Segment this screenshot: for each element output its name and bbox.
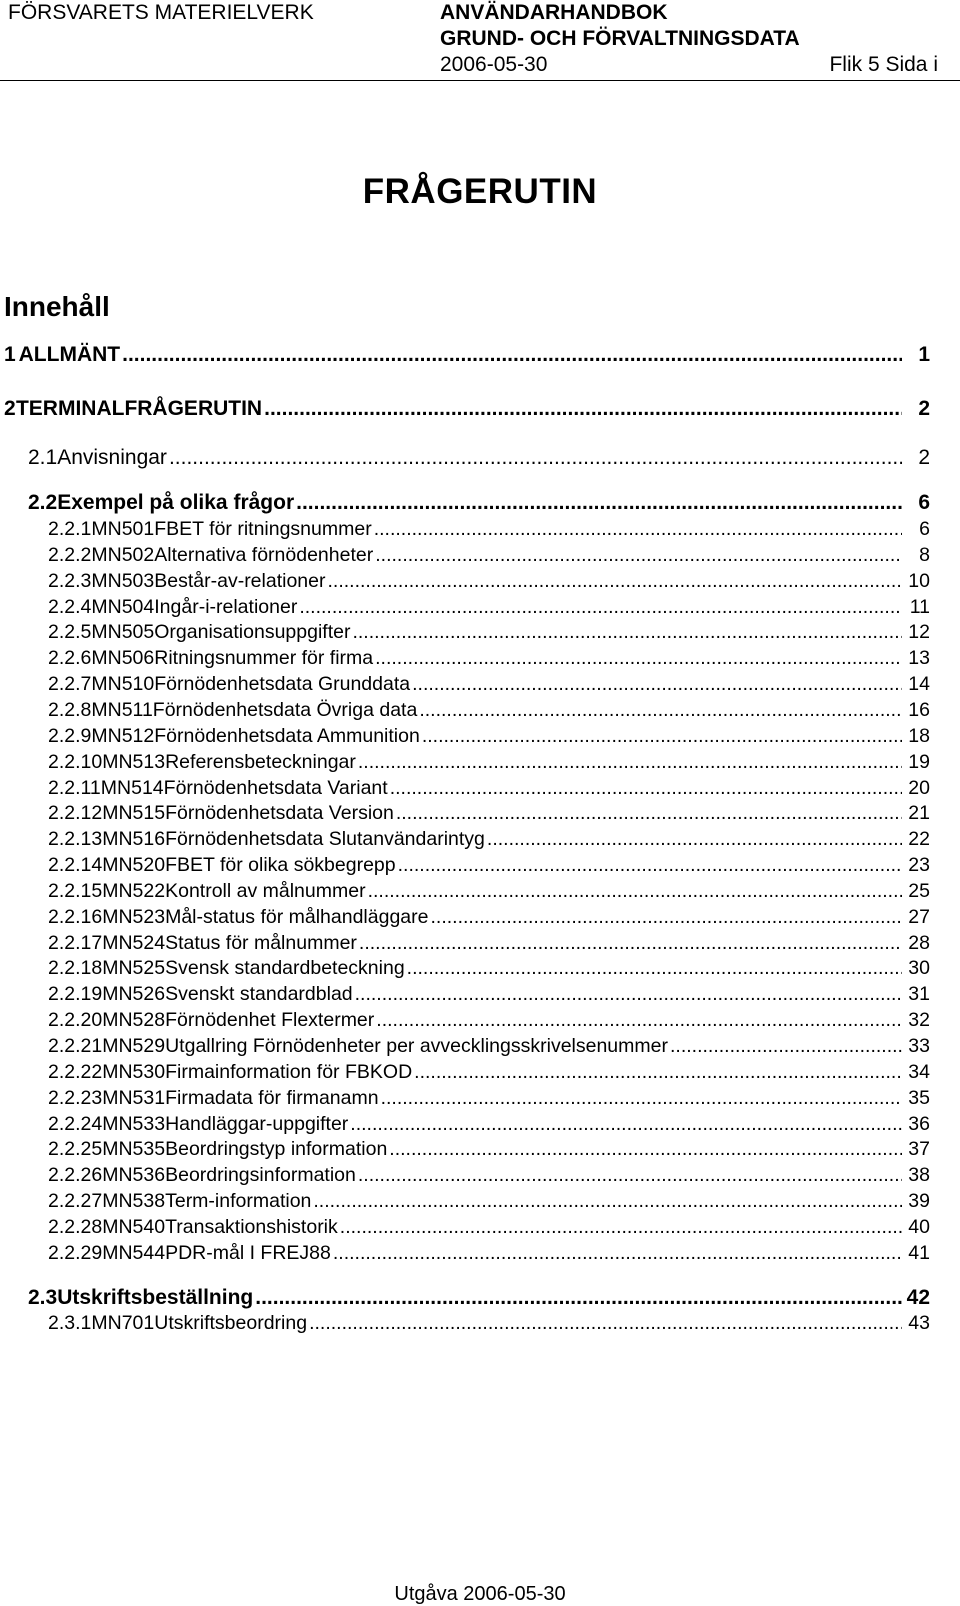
toc-leader: [358, 751, 902, 774]
toc-text: Består-av-relationer: [154, 569, 326, 592]
toc-leader: [327, 570, 902, 593]
toc-code: MN520: [102, 854, 166, 877]
page-footer: Utgåva 2006-05-30: [394, 1583, 566, 1605]
toc-entry[interactable]: [48, 1216, 930, 1239]
header-doc-subtitle: GRUND- OCH FÖRVALTNINGSDATA: [440, 27, 800, 50]
toc-entry[interactable]: [48, 932, 930, 955]
toc-page: 39: [908, 1190, 930, 1213]
toc-code: MN511: [91, 698, 153, 721]
toc-text: Mål-status för målhandläggare: [165, 905, 429, 928]
toc-leader: [396, 802, 902, 825]
toc-text: Förnödenhetsdata Grunddata: [154, 673, 411, 696]
toc-page: 34: [908, 1060, 930, 1083]
toc-leader: [122, 343, 902, 367]
toc-page: 31: [908, 983, 930, 1006]
toc-code: MN538: [102, 1190, 166, 1213]
toc-text: Ritningsnummer för firma: [154, 647, 374, 670]
toc-number: 2.2.27: [48, 1190, 103, 1213]
toc-text: PDR-mål I FREJ88: [165, 1241, 331, 1264]
toc-code: MN510: [91, 673, 155, 696]
toc-number: 2.2: [28, 491, 58, 514]
toc-page: 2: [918, 397, 930, 420]
toc-leader: [350, 1113, 902, 1136]
toc-text: Svensk standardbeteckning: [165, 957, 405, 980]
toc-leader: [381, 1087, 902, 1110]
toc-leader: [169, 446, 902, 470]
toc-page: 20: [908, 776, 930, 799]
toc-page: 36: [908, 1112, 930, 1135]
toc-leader: [333, 1242, 902, 1265]
toc-entry[interactable]: [48, 777, 930, 800]
toc-leader: [430, 906, 902, 929]
toc-code: MN525: [102, 957, 166, 980]
toc-text: TERMINALFRÅGERUTIN: [15, 397, 263, 420]
toc-page: 2: [918, 446, 930, 469]
toc-entry[interactable]: [48, 1138, 930, 1161]
toc-number: 2.2.10: [48, 750, 103, 773]
toc-entry[interactable]: [48, 1164, 930, 1187]
toc-code: MN529: [102, 1035, 166, 1057]
toc-entry[interactable]: [48, 1009, 930, 1032]
toc-entry-1[interactable]: [4, 343, 930, 367]
toc-entry[interactable]: [48, 1061, 930, 1084]
toc-entry[interactable]: [48, 699, 930, 722]
page-title: FRÅGERUTIN: [362, 172, 598, 211]
toc-code: MN530: [102, 1060, 166, 1083]
toc-leader: [368, 880, 902, 903]
toc-number: 2.2.16: [48, 905, 103, 928]
toc-text: Förnödenhetsdata Slutanvändarintyg: [165, 828, 485, 851]
toc-text: ALLMÄNT: [18, 343, 121, 366]
toc-number: 2.2.25: [48, 1138, 103, 1161]
toc-number: 2.3: [28, 1286, 58, 1309]
toc-code: MN513: [102, 750, 166, 773]
toc-text: Förnödenhetsdata Ammunition: [154, 724, 420, 747]
toc-code: MN540: [102, 1215, 166, 1238]
toc-leader: [412, 673, 902, 696]
toc-entry[interactable]: [48, 751, 930, 774]
toc-text: Status för målnummer: [165, 931, 357, 954]
toc-page: 33: [908, 1035, 930, 1057]
toc-number: 2.2.8: [48, 698, 92, 721]
toc-entry[interactable]: [48, 1113, 930, 1136]
toc-number: 2.2.7: [48, 673, 92, 696]
toc-number: 2.2.19: [48, 983, 103, 1006]
toc-code: MN505: [91, 621, 155, 644]
toc-leader: [359, 932, 902, 955]
toc-leader: [313, 1190, 902, 1213]
toc-entry[interactable]: [48, 673, 930, 696]
toc-code: MN528: [102, 1009, 166, 1032]
header-org: FÖRSVARETS MATERIELVERK: [8, 1, 314, 24]
toc-code: MN524: [102, 931, 166, 954]
header-doc-title: ANVÄNDARHANDBOK: [440, 1, 668, 24]
toc-code: MN503: [91, 569, 155, 592]
toc-text: Förnödenhet Flextermer: [165, 1009, 375, 1032]
toc-leader: [375, 647, 902, 670]
toc-number: 2.2.5: [48, 621, 92, 644]
toc-text: Beordringsinformation: [165, 1164, 356, 1187]
toc-entry-2-3-1[interactable]: [48, 1312, 930, 1335]
toc-entry[interactable]: [48, 1035, 930, 1058]
toc-text: Förnödenhetsdata Version: [165, 802, 394, 825]
toc-leader: [296, 491, 902, 515]
toc-text: Firmadata för firmanamn: [165, 1086, 379, 1109]
toc-page: 22: [908, 828, 930, 851]
toc-page: 32: [908, 1009, 930, 1032]
toc-page: 10: [908, 569, 930, 592]
toc-page: 14: [908, 673, 930, 696]
toc-leader: [352, 621, 902, 644]
toc-number: 2: [4, 397, 16, 420]
toc-text: Kontroll av målnummer: [165, 879, 366, 902]
toc-entry[interactable]: [48, 880, 930, 903]
toc-entry[interactable]: [48, 518, 930, 541]
toc-text: Förnödenhetsdata Variant: [163, 776, 388, 799]
toc-text: Alternativa förnödenheter: [154, 543, 374, 566]
toc-entry-2-1[interactable]: [28, 446, 930, 470]
toc-page: 43: [908, 1312, 930, 1334]
toc-leader: [375, 544, 902, 567]
toc-entry[interactable]: [48, 596, 930, 619]
toc-number: 2.2.24: [48, 1112, 103, 1135]
toc-leader: [389, 1138, 902, 1161]
toc-code: MN515: [102, 802, 166, 825]
toc-entry[interactable]: [48, 544, 930, 567]
toc-entry[interactable]: [48, 802, 930, 825]
toc-number: 2.2.14: [48, 854, 103, 877]
toc-entry[interactable]: [48, 906, 930, 929]
toc-text: FBET för ritningsnummer: [154, 518, 372, 540]
toc-entry[interactable]: [48, 828, 930, 851]
toc-leader: [487, 828, 902, 851]
toc-entry[interactable]: [48, 725, 930, 748]
toc-text: Handläggar-uppgifter: [165, 1112, 349, 1135]
toc-page: 27: [908, 905, 930, 928]
toc-page: 1: [918, 343, 930, 366]
toc-code: MN512: [91, 724, 155, 747]
toc-page: 12: [908, 621, 930, 644]
toc-page: 11: [909, 595, 930, 618]
toc-page: 6: [919, 518, 930, 540]
toc-heading: Innehåll: [4, 291, 110, 322]
toc-entry[interactable]: [48, 621, 930, 644]
toc-page: 38: [908, 1164, 930, 1187]
toc-code: MN544: [102, 1241, 166, 1264]
toc-number: 2.2.20: [48, 1009, 103, 1032]
toc-code: MN516: [102, 828, 166, 851]
toc-leader: [355, 983, 902, 1006]
toc-text: Beordringstyp information: [165, 1138, 388, 1161]
toc-number: 1: [4, 343, 16, 366]
toc-leader: [340, 1216, 902, 1239]
toc-text: Transaktionshistorik: [165, 1215, 338, 1238]
toc-page: 8: [919, 543, 930, 566]
toc-code: MN522: [102, 879, 166, 902]
toc-number: 2.2.28: [48, 1215, 103, 1238]
toc-leader: [407, 957, 902, 980]
toc-code: MN523: [102, 905, 166, 928]
toc-code: MN501: [91, 518, 155, 540]
toc-number: 2.2.18: [48, 957, 103, 980]
toc-text: FBET för olika sökbegrepp: [165, 854, 396, 877]
toc-leader: [670, 1035, 902, 1058]
toc-text: Förnödenhetsdata Övriga data: [152, 698, 418, 721]
toc-leader: [358, 1164, 902, 1187]
toc-code: MN504: [91, 595, 155, 618]
toc-number: 2.2.23: [48, 1086, 103, 1109]
toc-number: 2.2.6: [48, 647, 92, 670]
toc-text: Svenskt standardblad: [165, 983, 353, 1006]
toc-text: Exempel på olika frågor: [57, 491, 295, 514]
toc-entry[interactable]: [48, 570, 930, 593]
toc-number: 2.2.11: [48, 776, 101, 799]
toc-number: 2.3.1: [48, 1312, 92, 1334]
toc-code: MN506: [91, 647, 155, 670]
toc-code: MN502: [91, 543, 155, 566]
toc-entry[interactable]: [48, 1087, 930, 1110]
toc-text: Firmainformation för FBKOD: [165, 1060, 413, 1083]
toc-leader: [309, 1312, 902, 1335]
toc-entry[interactable]: [48, 1242, 930, 1265]
toc-code: MN701: [91, 1312, 155, 1334]
toc-number: 2.2.15: [48, 879, 103, 902]
toc-leader: [374, 518, 902, 541]
toc-entry-2-3[interactable]: [28, 1286, 930, 1310]
toc-leader: [422, 725, 902, 748]
toc-page: 13: [908, 647, 930, 670]
toc-number: 2.2.21: [48, 1035, 103, 1057]
toc-text: Referensbeteckningar: [165, 750, 356, 773]
toc-entry[interactable]: [48, 957, 930, 980]
toc-entry-2-2[interactable]: [28, 491, 930, 515]
toc-page: 40: [908, 1215, 930, 1238]
toc-page: 19: [908, 750, 930, 773]
toc-text: Utskriftsbeställning: [57, 1286, 254, 1309]
toc-number: 2.2.17: [48, 931, 103, 954]
toc-number: 2.2.9: [48, 724, 92, 747]
toc-page: 35: [908, 1086, 930, 1109]
toc-number: 2.2.1: [48, 518, 92, 540]
toc-code: MN531: [102, 1086, 166, 1109]
toc-leader: [255, 1286, 902, 1310]
page-header: [0, 0, 960, 80]
toc-code: MN526: [102, 983, 166, 1006]
toc-code: MN535: [102, 1138, 166, 1161]
toc-page: 6: [918, 491, 930, 514]
toc-number: 2.2.3: [48, 569, 92, 592]
toc-number: 2.2.12: [48, 802, 103, 825]
toc-page: 28: [908, 931, 930, 954]
toc-page: 23: [908, 854, 930, 877]
toc-number: 2.2.26: [48, 1164, 103, 1187]
header-date: 2006-05-30: [440, 53, 548, 76]
toc-leader: [299, 596, 902, 619]
toc-number: 2.2.29: [48, 1241, 103, 1264]
toc-leader: [419, 699, 902, 722]
toc-entry-2[interactable]: [4, 397, 930, 421]
toc-leader: [376, 1009, 902, 1032]
toc-text: Ingår-i-relationer: [154, 595, 298, 618]
toc-page: 30: [908, 957, 930, 980]
header-divider: [0, 80, 960, 81]
toc-entry[interactable]: [48, 854, 930, 877]
toc-page: 18: [908, 724, 930, 747]
toc-number: 2.2.2: [48, 543, 92, 566]
toc-code: MN533: [102, 1112, 166, 1135]
toc-text: Term-information: [165, 1190, 312, 1213]
toc-text: Utgallring Förnödenheter per avvecklingsskrivelsenummer: [165, 1035, 668, 1057]
header-page-ref: Flik 5 Sida i: [829, 53, 938, 76]
toc-page: 41: [908, 1241, 930, 1264]
toc-entry[interactable]: [48, 647, 930, 670]
toc-number: 2.2.22: [48, 1060, 103, 1083]
toc-text: Organisationsuppgifter: [154, 621, 351, 644]
toc-entry[interactable]: [48, 983, 930, 1006]
toc-leader: [414, 1061, 902, 1084]
toc-page: 42: [906, 1286, 930, 1309]
toc-number: 2.1: [28, 446, 58, 469]
toc-leader: [264, 397, 902, 421]
toc-number: 2.2.4: [48, 595, 92, 618]
toc-page: 16: [908, 698, 930, 721]
toc-page: 21: [908, 802, 930, 825]
toc-page: 37: [908, 1138, 930, 1161]
toc-entry[interactable]: [48, 1190, 930, 1213]
toc-code: MN536: [102, 1164, 166, 1187]
toc-leader: [398, 854, 902, 877]
toc-leader: [390, 777, 902, 800]
toc-number: 2.2.13: [48, 828, 103, 851]
toc-page: 25: [908, 879, 930, 902]
toc-text: Anvisningar: [57, 446, 167, 469]
toc-code: MN514: [100, 776, 164, 799]
toc-text: Utskriftsbeordring: [154, 1312, 308, 1334]
